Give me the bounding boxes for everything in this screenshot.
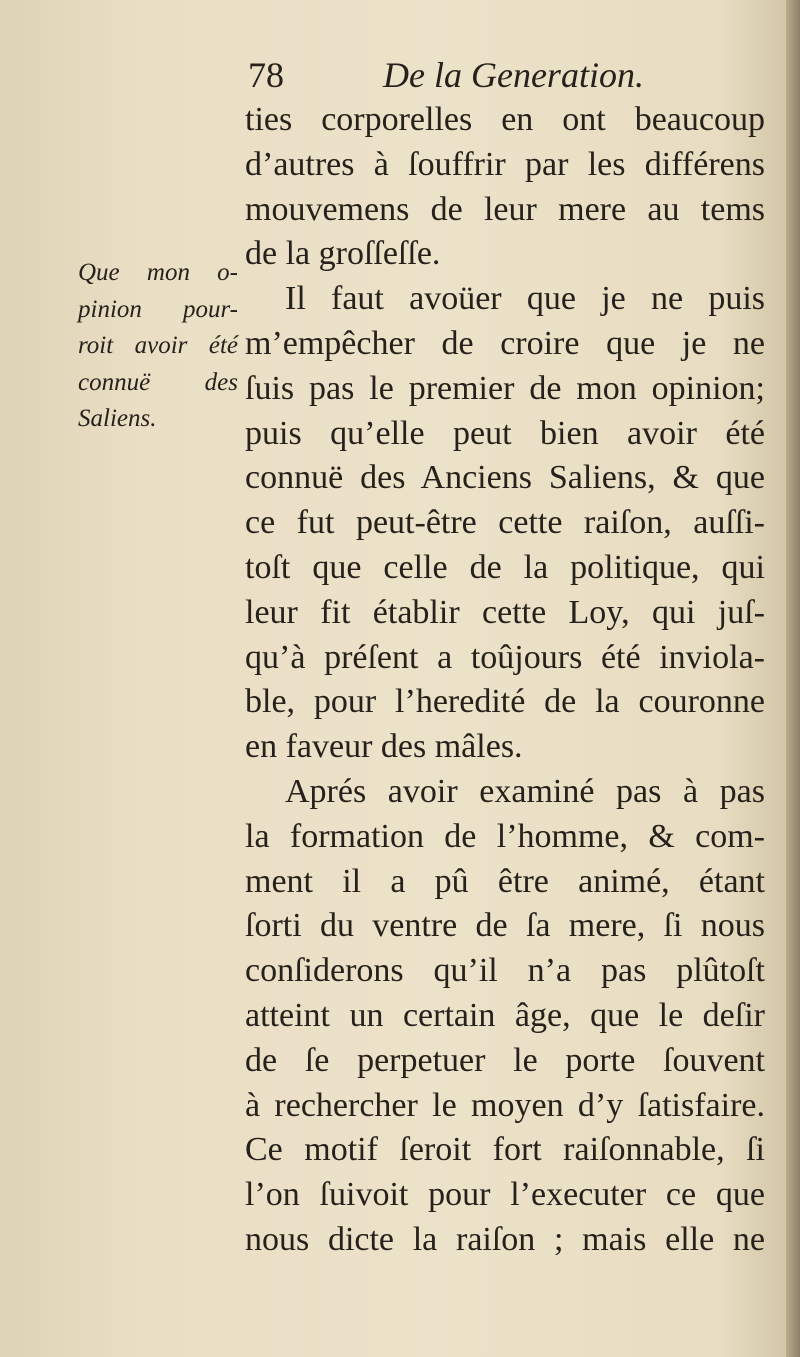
text-line: leur fit établir cette Loy, qui juſ- xyxy=(245,593,765,631)
text-line: toſt que celle de la politique, qui xyxy=(245,548,765,586)
text-line: la formation de l’homme, & com- xyxy=(245,817,765,855)
text-line: ble, pour l’heredité de la couronne xyxy=(245,683,765,721)
page-number: 78 xyxy=(248,55,284,95)
text-line: ce fut peut-être cette raiſon, auſſi- xyxy=(245,504,765,542)
page-edge xyxy=(786,0,800,1357)
running-title: De la Generation. xyxy=(383,55,644,95)
text-line: qu’à préſent a toûjours été inviola- xyxy=(245,638,765,676)
body-text xyxy=(245,98,765,1263)
margin-note-line: Saliens. xyxy=(78,405,157,432)
text-line: de ſe perpetuer le porte ſouvent xyxy=(245,1041,765,1079)
text-line: puis qu’elle peut bien avoir été xyxy=(245,414,765,452)
text-line: de la groſſeſſe. xyxy=(245,235,441,273)
text-line: connuë des Anciens Saliens, & que xyxy=(245,459,765,497)
text-line: Aprés avoir examiné pas à pas xyxy=(285,772,765,810)
margin-note-line: connuë des xyxy=(78,368,238,396)
text-line: Il faut avoüer que je ne puis xyxy=(285,280,765,318)
margin-note-line: Que mon o- xyxy=(78,259,238,286)
text-line: en faveur des mâles. xyxy=(245,728,523,766)
margin-note-line: roit avoir été xyxy=(78,332,238,359)
text-line: d’autres à ſouffrir par les différens xyxy=(245,145,765,183)
page-header xyxy=(248,50,768,100)
text-line: m’empêcher de croire que je ne xyxy=(245,324,765,362)
text-line: Ce motif ſeroit fort raiſonnable, ſi xyxy=(245,1131,765,1169)
text-line: ſorti du ventre de ſa mere, ſi nous xyxy=(245,907,765,945)
text-line: conſiderons qu’il n’a pas plûtoſt xyxy=(245,952,765,990)
text-line: à rechercher le moyen d’y ſatisfaire. xyxy=(245,1086,765,1124)
text-line: ties corporelles en ont beaucoup xyxy=(245,101,765,138)
text-line: mouvemens de leur mere au tems xyxy=(245,190,765,228)
text-line: ſuis pas le premier de mon opinion; xyxy=(245,369,765,407)
text-line: l’on ſuivoit pour l’executer ce que xyxy=(245,1176,765,1214)
text-line: ment il a pû être animé, étant xyxy=(245,862,765,900)
margin-note xyxy=(78,255,238,438)
margin-note-line: pinion pour- xyxy=(78,295,238,323)
text-line: nous dicte la raiſon ; mais elle ne xyxy=(245,1220,765,1258)
text-line: atteint un certain âge, que le deſir xyxy=(245,996,765,1034)
